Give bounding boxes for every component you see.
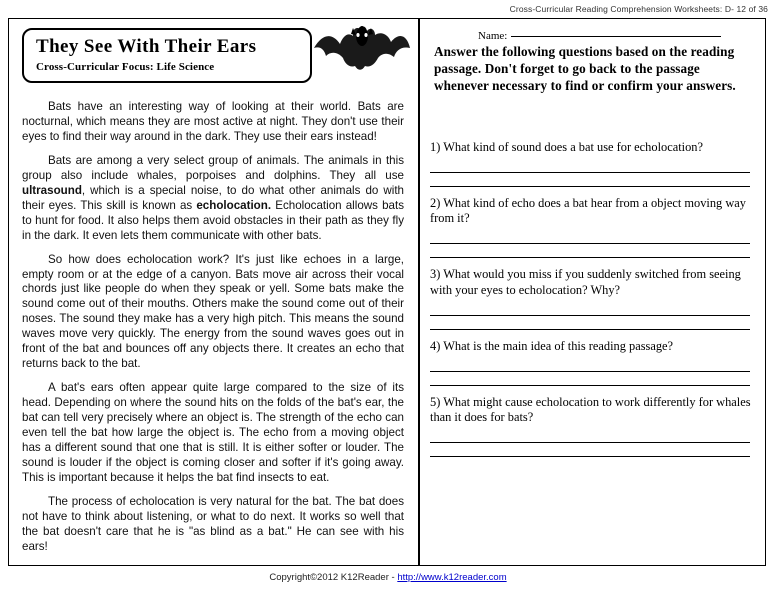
passage-paragraph: Bats are among a very select group of animals. The animals in this group also include whales, porpoises and dolphins. They all use ultrasound, which is a special noise, to do what other animals do with their eyes. This skill is known as echolocation. Echolocation allows bats to hunt for food. It also helps them avoid obstacles in their path as they fly in the dark. It even lets them communicate with other bats. [22,153,404,242]
name-label: Name: [478,30,508,42]
question-body: What kind of echo does a bat hear from a object moving way from it? [430,196,746,226]
question-text [430,395,756,425]
bat-illustration [312,22,412,84]
passage-paragraph: The process of echolocation is very natural for the bat. The bat does not have to think about listening, or what to do next. It works so well that the bat doesn't care that he is "as blind as a bat." He can see with his ears! [22,494,404,553]
k12reader-link[interactable]: http://www.k12reader.com [397,572,507,583]
passage-paragraph: Bats have an interesting way of looking at their world. Bats are nocturnal, which means they are most active at night. They don't use their eyes to find their way around in the dark. They use their ears instead! [22,100,404,143]
copyright-text: Copyright©2012 K12Reader - [269,572,398,583]
passage-paragraph: A bat's ears often appear quite large compared to the size of its head. Depending on where the sound hits on the folds of the bat's ear, the bat can tell very precisely where an object is. The strength of the echo can even tell the bat how large the object is. The echo from a moving object has a different sound that one that is still. It is either softer or louder. The sound is louder if the object is coming closer and softer if it's going away. This is important because it helps the bat find insects to eat. [22,381,404,484]
worksheet-series-header: Cross-Curricular Reading Comprehension Worksheets: D- 12 of 36 [509,4,768,14]
page-subtitle: Cross-Curricular Focus: Life Science [36,60,215,73]
question-item [430,196,756,258]
answer-line[interactable] [430,230,750,244]
question-item [430,339,756,386]
question-number: 2) [430,196,441,211]
answer-line[interactable] [430,372,750,386]
question-body: What is the main idea of this reading passage? [443,338,674,353]
question-body: What might cause echolocation to work differently for whales than it does for bats? [430,394,751,424]
questions-list [430,140,756,466]
answer-line[interactable] [430,244,750,258]
footer [0,572,776,583]
reading-passage [22,100,404,564]
title-box [22,28,312,83]
question-text [430,140,756,155]
question-number: 4) [430,338,441,353]
answer-line[interactable] [430,358,750,372]
answer-line[interactable] [430,159,750,173]
answer-line[interactable] [430,443,750,457]
question-text [430,196,756,226]
question-body: What would you miss if you suddenly switched from seeing with your eyes to echolocation? Why? [430,267,741,297]
question-item [430,395,756,457]
instructions-text: Answer the following questions based on the reading passage. Don't forget to go back to the passage whenever necessary to find or confirm your answers. [434,44,736,93]
name-input[interactable] [511,36,721,37]
question-number: 1) [430,140,441,154]
answer-line[interactable] [430,302,750,316]
passage-paragraph: So how does echolocation work? It's just like echoes in a large, empty room or at the edge of a canyon. Bats move air across their vocal chords just like people do when they speak or yell. Some bats make the sound come out of their mouths. Others make the sound come out of their noses. The sound they make has a very high pitch. This means the sound waves move very quickly. The energy from the sound waves goes out in front of the bat and bounces off any objects there. It creates an echo that returns back to the bat. [22,252,404,371]
question-body: What kind of sound does a bat use for echolocation? [443,140,703,154]
question-item [430,267,756,329]
question-text [430,339,756,354]
question-number: 5) [430,394,441,409]
question-number: 3) [430,267,441,282]
column-divider [418,18,420,566]
answer-line[interactable] [430,316,750,330]
question-text [430,267,756,297]
question-item [430,140,756,187]
answer-line[interactable] [430,429,750,443]
page-title: They See With Their Ears [36,36,257,57]
answer-line[interactable] [430,173,750,187]
name-field-row [478,30,750,42]
